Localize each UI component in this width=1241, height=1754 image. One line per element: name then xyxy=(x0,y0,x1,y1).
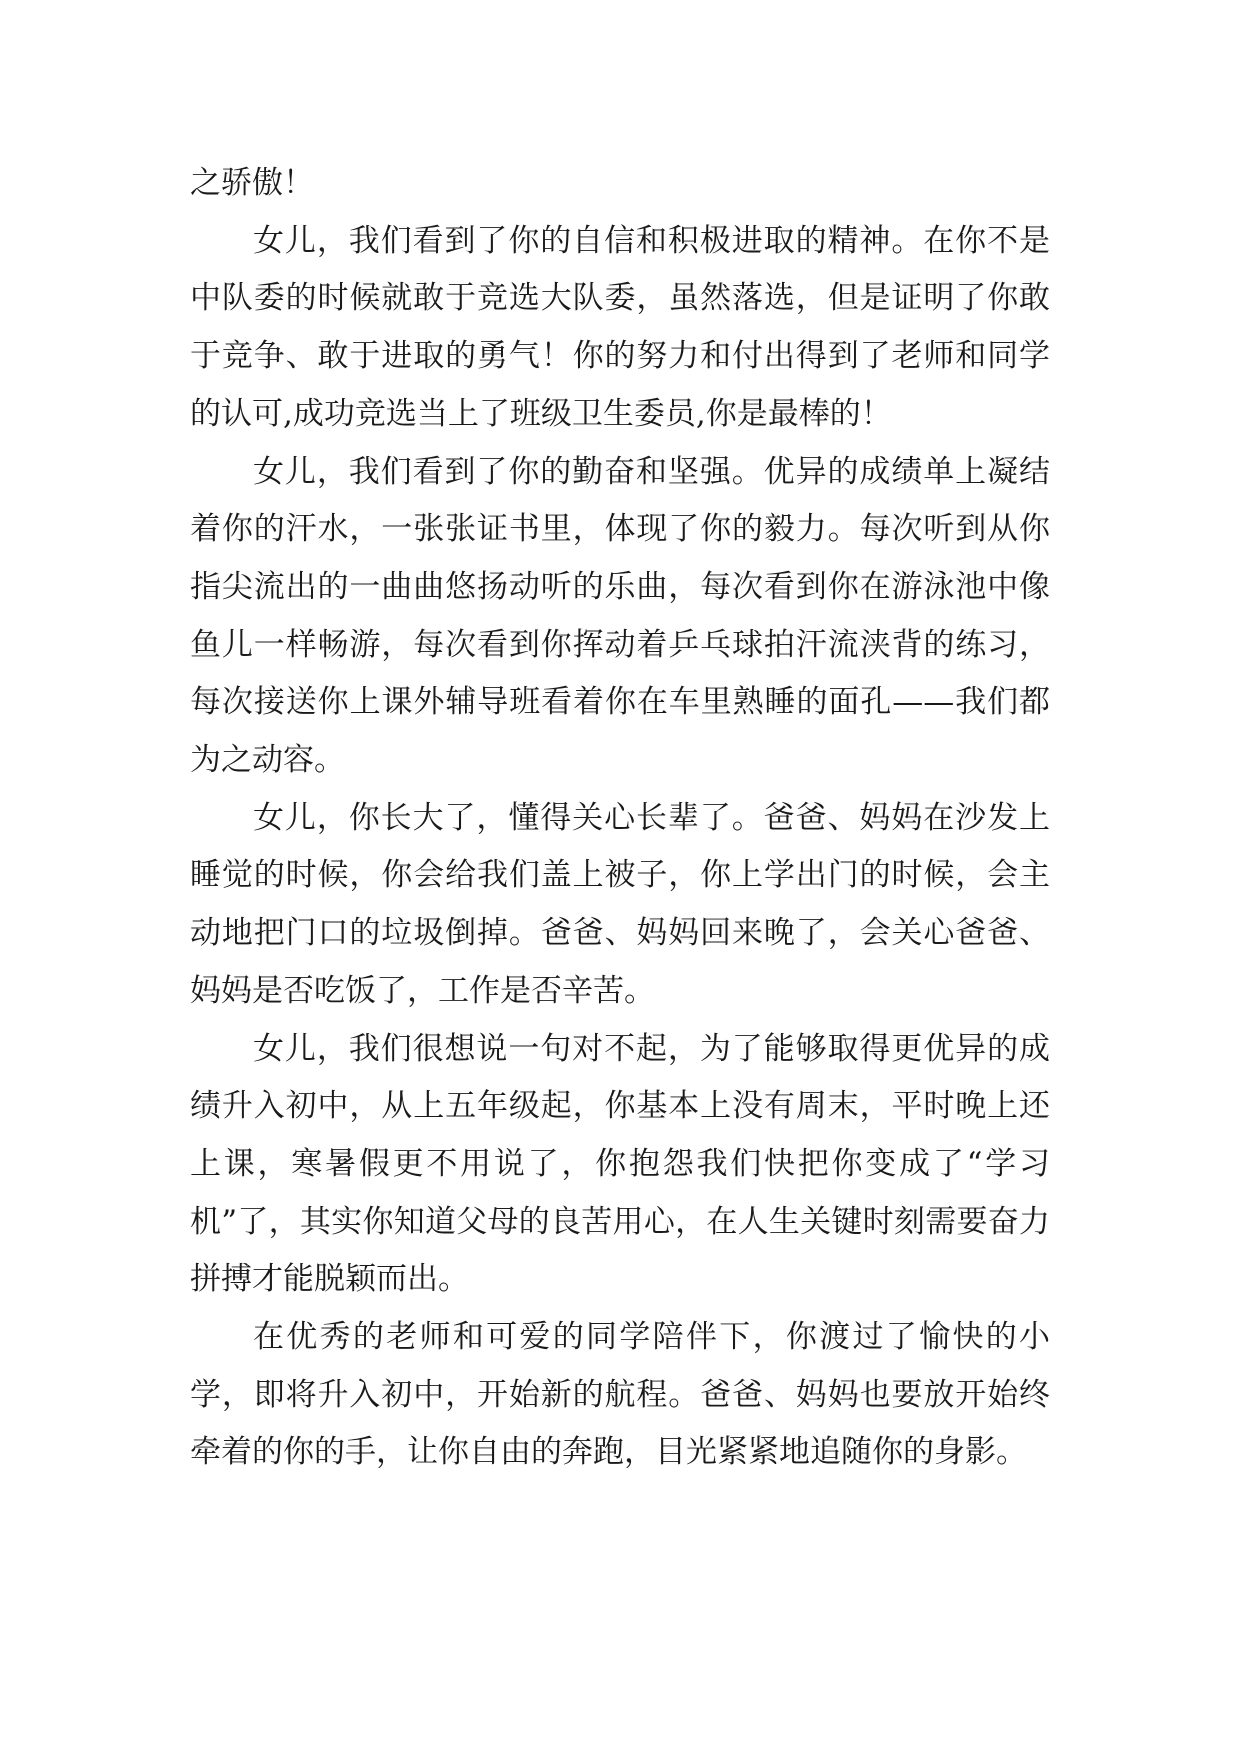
paragraph-apology: 女儿，我们很想说一句对不起，为了能够取得更优异的成绩升入初中，从上五年级起，你基本上没有周末，平时晚上还上课，寒暑假更不用说了，你抱怨我们快把你变成了“学习机”了，其实你知道父母的良苦用心，在人生关键时刻需要奋力拼搏才能脱颖而出。 xyxy=(190,1030,1050,1298)
paragraph-confidence: 女儿，我们看到了你的自信和积极进取的精神。在你不是中队委的时候就敢于竞选大队委，虽然落选，但是证明了你敢于竞争、敢于进取的勇气！你的努力和付出得到了老师和同学的认可,成功竞选当上了班级卫生委员,你是最棒的！ xyxy=(190,222,1050,432)
paragraph-farewell: 在优秀的老师和可爱的同学陪伴下，你渡过了愉快的小学，即将升入初中，开始新的航程。爸爸、妈妈也要放开始终牵着的你的手，让你自由的奔跑，目光紧紧地追随你的身影。 xyxy=(190,1319,1050,1471)
paragraph-caring: 女儿，你长大了，懂得关心长辈了。爸爸、妈妈在沙发上睡觉的时候，你会给我们盖上被子，你上学出门的时候，会主动地把门口的垃圾倒掉。爸爸、妈妈回来晚了，会关心爸爸、妈妈是否吃饭了，工作是否辛苦。 xyxy=(190,799,1050,1009)
letter-body xyxy=(190,155,1050,1482)
paragraph-continuation: 之骄傲！ xyxy=(190,165,314,201)
paragraph-diligence: 女儿，我们看到了你的勤奋和坚强。优异的成绩单上凝结着你的汗水，一张张证书里，体现了你的毅力。每次听到从你指尖流出的一曲曲悠扬动听的乐曲，每次看到你在游泳池中像鱼儿一样畅游，每次看到你挥动着乒乓球拍汗流浃背的练习，每次接送你上课外辅导班看着你在车里熟睡的面孔——我们都为之动容。 xyxy=(190,453,1050,779)
